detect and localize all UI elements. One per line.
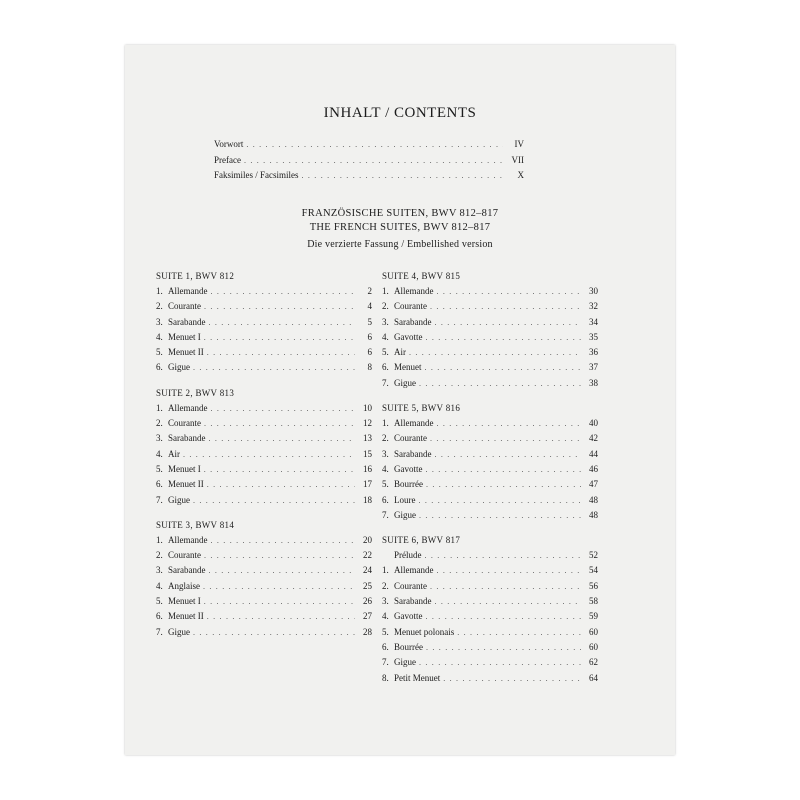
movement-number: 4. [382, 331, 389, 342]
movement-name: Menuet polonais [394, 626, 455, 637]
movement-number: 4. [156, 448, 163, 459]
movement-label [382, 579, 427, 593]
movement-label [156, 594, 201, 608]
movement-entry [156, 284, 372, 299]
suite-section [156, 518, 372, 640]
dot-leader [430, 300, 581, 314]
movement-entry [382, 416, 598, 431]
movement-entry [156, 609, 372, 624]
movement-label [382, 609, 423, 623]
movement-label [156, 431, 205, 445]
movement-entry [382, 493, 598, 508]
movement-number: 3. [156, 433, 163, 444]
dot-leader [207, 610, 355, 624]
subheading: Die verzierte Fassung / Embellished version [307, 239, 493, 250]
movement-label [156, 401, 208, 415]
movement-number: 2. [382, 433, 389, 444]
movement-entry [382, 625, 598, 640]
movement-number: 7. [382, 657, 389, 668]
movement-number: 6. [382, 362, 389, 373]
movement-number: 3. [382, 596, 389, 607]
movement-name: Gigue [394, 509, 416, 520]
dot-leader [430, 432, 581, 446]
movement-name: Allemande [168, 286, 208, 296]
movement-name: Sarabande [394, 448, 432, 459]
dot-leader [425, 361, 582, 375]
movement-entry [156, 315, 372, 330]
movement-page: 47 [589, 479, 598, 490]
movement-entry [382, 447, 598, 462]
movement-number: 3. [382, 448, 389, 459]
movement-number: 6. [382, 641, 389, 652]
movement-name: Menuet I [168, 463, 201, 474]
movement-page: 26 [363, 596, 372, 607]
movement-label [382, 376, 416, 390]
movement-label [382, 447, 431, 461]
movement-entry [156, 431, 372, 446]
movement-name: Sarabande [394, 316, 432, 327]
movement-entry [156, 533, 372, 548]
heading-german: FRANZÖSISCHE SUITEN, BWV 812–817 [301, 208, 499, 219]
movement-name: Courante [168, 301, 201, 312]
movement-number: 1. [156, 286, 163, 296]
movement-name: Gigue [168, 626, 190, 637]
dot-leader [426, 641, 581, 655]
movement-label [382, 563, 434, 577]
suite-section [382, 401, 598, 523]
right-column [382, 269, 598, 696]
dot-leader [419, 377, 581, 391]
movement-page: 12 [363, 418, 372, 429]
movement-page: 52 [589, 550, 598, 561]
movement-name: Courante [394, 433, 427, 444]
movement-entry [382, 360, 598, 375]
dot-leader [430, 580, 581, 594]
movement-entry [156, 477, 372, 492]
dot-leader [409, 346, 581, 360]
movement-label [382, 330, 423, 344]
movement-number: 4. [156, 580, 163, 591]
movement-name: Sarabande [168, 433, 206, 444]
dot-leader [204, 595, 355, 609]
movement-name: Menuet II [168, 479, 204, 490]
movement-page: 15 [363, 448, 372, 459]
dot-leader [204, 331, 355, 345]
movement-entry [156, 360, 372, 375]
movement-name: Air [394, 347, 406, 358]
dot-leader [193, 494, 355, 508]
entry-label: Faksimiles / Facsimiles [214, 170, 299, 181]
movement-page: 44 [589, 448, 598, 459]
movement-label [156, 345, 204, 359]
movement-page: 27 [363, 611, 372, 622]
dot-leader [207, 478, 355, 492]
dot-leader [437, 285, 582, 299]
movement-name: Courante [394, 580, 427, 591]
movement-name: Sarabande [168, 316, 206, 327]
movement-number: 3. [156, 565, 163, 576]
movement-name: Air [168, 448, 180, 459]
dot-leader [211, 285, 356, 299]
movement-number: 3. [156, 316, 163, 327]
movement-page: 42 [589, 433, 598, 444]
movement-label [382, 493, 416, 507]
movement-name: Courante [168, 550, 201, 561]
movement-label [382, 345, 406, 359]
movement-label [156, 579, 200, 593]
movement-entry [382, 609, 598, 624]
movement-name: Gigue [168, 362, 190, 373]
movement-name: Bourrée [394, 479, 423, 490]
movement-page: 24 [363, 565, 372, 576]
movement-page: 6 [367, 331, 372, 342]
suite-title: SUITE 3, BWV 814 [156, 519, 235, 530]
movement-entry [382, 640, 598, 655]
movement-name: Bourrée [394, 641, 423, 652]
movement-entry [382, 376, 598, 391]
movement-name: Gigue [394, 377, 416, 388]
movement-page: 46 [589, 463, 598, 474]
movement-entry [382, 462, 598, 477]
movement-label [382, 508, 416, 522]
movement-label [156, 563, 205, 577]
movement-page: 37 [589, 362, 598, 373]
suite-title: SUITE 4, BWV 815 [382, 271, 461, 281]
dot-leader [204, 300, 355, 314]
movement-entry [382, 330, 598, 345]
movement-number: 1. [382, 286, 389, 296]
movement-page: 54 [589, 565, 598, 576]
movement-number: 1. [382, 418, 389, 429]
dot-leader [244, 154, 503, 169]
movement-name: Allemande [394, 565, 434, 576]
movement-page: 36 [589, 347, 598, 358]
suite-section [382, 533, 598, 686]
movement-name: Gavotte [394, 331, 423, 342]
movement-label [156, 533, 208, 547]
movement-label [382, 640, 423, 654]
movement-label [382, 299, 427, 313]
movement-name: Gavotte [394, 463, 423, 474]
movement-entry [382, 548, 598, 563]
dot-leader [419, 509, 581, 523]
page-title: INHALT / CONTENTS [323, 105, 477, 121]
movement-label [156, 477, 204, 491]
dot-leader [204, 463, 355, 477]
movement-page: 5 [367, 316, 372, 327]
movement-number: 8. [382, 672, 389, 683]
movement-label [156, 609, 204, 623]
movement-label [382, 431, 427, 445]
movement-page: 30 [589, 286, 598, 296]
movement-entry [156, 493, 372, 508]
dot-leader [425, 549, 582, 563]
suite-title: SUITE 1, BWV 812 [156, 271, 235, 281]
movement-name: Menuet [394, 362, 422, 373]
dot-leader [426, 478, 581, 492]
entry-label: Vorwort [214, 139, 244, 149]
movement-name: Anglaise [168, 580, 200, 591]
movement-name: Allemande [168, 534, 208, 545]
movement-entry [156, 563, 372, 578]
movement-label [156, 330, 201, 344]
movement-page: 59 [589, 611, 598, 622]
movement-number: 7. [156, 626, 163, 637]
movement-entry [382, 655, 598, 670]
movement-label [382, 625, 454, 639]
dot-leader [437, 564, 582, 578]
front-matter-entry [214, 153, 524, 169]
movement-entry [382, 431, 598, 446]
dot-leader [204, 417, 355, 431]
suite-section [156, 386, 372, 508]
movement-page: 28 [363, 626, 372, 637]
suite-section [156, 269, 372, 376]
movement-page: 48 [589, 494, 598, 505]
movement-number: 5. [156, 463, 163, 474]
movement-page: 16 [363, 463, 372, 474]
movement-name: Menuet II [168, 347, 204, 358]
movement-entry [156, 462, 372, 477]
dot-leader [419, 494, 582, 508]
movement-number: 2. [382, 301, 389, 312]
dot-leader [193, 361, 355, 375]
movement-number: 2. [156, 301, 163, 312]
dot-leader [434, 316, 581, 330]
movement-entry [382, 563, 598, 578]
suite-title: SUITE 5, BWV 816 [382, 403, 461, 414]
dot-leader [208, 564, 355, 578]
entry-page: X [517, 170, 524, 181]
movement-number: 1. [156, 402, 163, 413]
movement-entry [156, 416, 372, 431]
movement-entry [156, 330, 372, 345]
movement-label [156, 548, 201, 562]
movement-page: 40 [589, 418, 598, 429]
movement-label [382, 671, 440, 685]
movement-page: 22 [363, 550, 372, 561]
movement-entry [156, 345, 372, 360]
movement-number: 2. [156, 550, 163, 561]
movement-page: 4 [367, 301, 372, 312]
movement-label [382, 462, 423, 476]
movement-number: 1. [156, 534, 163, 545]
movement-page: 8 [367, 362, 372, 373]
movement-entry [156, 299, 372, 314]
movement-name: Courante [168, 418, 201, 429]
movement-name: Sarabande [168, 565, 206, 576]
left-column [156, 269, 372, 650]
dot-leader [204, 549, 355, 563]
movement-name: Gavotte [394, 611, 423, 622]
movement-page: 60 [589, 641, 598, 652]
movement-label [156, 447, 180, 461]
movement-entry [156, 548, 372, 563]
movement-page: 35 [589, 331, 598, 342]
entry-label: Preface [214, 154, 241, 165]
front-matter-entry [214, 168, 524, 184]
dot-leader [437, 417, 582, 431]
movement-name: Allemande [168, 402, 208, 413]
dot-leader [419, 656, 581, 670]
movement-name: Menuet II [168, 611, 204, 622]
movement-number: 2. [156, 418, 163, 429]
movement-page: 60 [589, 626, 598, 637]
movement-label [382, 548, 422, 562]
movement-label [156, 493, 190, 507]
entry-page: IV [514, 139, 524, 149]
movement-page: 6 [367, 347, 372, 358]
movement-number: 5. [382, 626, 389, 637]
movement-number: 5. [156, 596, 163, 607]
movement-page: 18 [363, 494, 372, 505]
movement-label [382, 594, 431, 608]
dot-leader [211, 534, 356, 548]
movement-number: 5. [156, 347, 163, 358]
movement-number: 4. [382, 463, 389, 474]
movement-page: 10 [363, 402, 372, 413]
suite-title: SUITE 2, BWV 813 [156, 387, 235, 398]
movement-number: 7. [382, 377, 389, 388]
suite-section [382, 269, 598, 391]
suite-title: SUITE 6, BWV 817 [382, 535, 461, 546]
dot-leader [203, 580, 355, 594]
movement-entry [156, 579, 372, 594]
movement-label [156, 360, 190, 374]
movement-entry [156, 447, 372, 462]
movement-name: Gigue [168, 494, 190, 505]
movement-number: 6. [156, 479, 163, 490]
dot-leader [457, 626, 581, 640]
movement-number: 2. [382, 580, 389, 591]
section-heading [125, 207, 675, 250]
movement-number: 3. [382, 316, 389, 327]
movement-name: Sarabande [394, 596, 432, 607]
dot-leader [246, 138, 503, 153]
movement-page: 38 [589, 377, 598, 388]
movement-entry [382, 579, 598, 594]
movement-page: 20 [363, 534, 372, 545]
movement-entry [156, 401, 372, 416]
dot-leader [426, 463, 582, 477]
movement-label [382, 360, 422, 374]
movement-entry [382, 345, 598, 360]
movement-name: Allemande [394, 286, 434, 296]
movement-name: Courante [394, 301, 427, 312]
movement-label [382, 416, 434, 430]
movement-label [156, 299, 201, 313]
dot-leader [443, 672, 581, 686]
movement-entry [382, 315, 598, 330]
movement-label [382, 315, 431, 329]
movement-entry [156, 625, 372, 640]
heading-english: THE FRENCH SUITES, BWV 812–817 [309, 221, 491, 233]
movement-name: Gigue [394, 657, 416, 668]
movement-name: Menuet I [168, 331, 201, 342]
movement-entry [382, 508, 598, 523]
dot-leader [426, 610, 582, 624]
movement-page: 32 [589, 301, 598, 312]
movement-name: Prélude [394, 550, 422, 561]
front-matter-list [214, 137, 524, 184]
movement-number: 7. [382, 509, 389, 520]
dot-leader [211, 402, 356, 416]
movement-name: Petit Menuet [394, 672, 441, 683]
movement-label [382, 477, 423, 491]
movement-number: 6. [156, 611, 163, 622]
dot-leader [208, 432, 355, 446]
dot-leader [193, 626, 355, 640]
movement-page: 25 [363, 580, 372, 591]
movement-number: 6. [382, 494, 389, 505]
movement-entry [382, 671, 598, 686]
dot-leader [207, 346, 355, 360]
movement-label [382, 655, 416, 669]
book-page [125, 45, 675, 755]
movement-page: 17 [363, 479, 372, 490]
movement-label [156, 416, 201, 430]
movement-label [156, 462, 201, 476]
movement-page: 58 [589, 596, 598, 607]
movement-entry [382, 594, 598, 609]
movement-page: 2 [367, 286, 372, 296]
movement-name: Menuet I [168, 596, 201, 607]
movement-entry [382, 284, 598, 299]
dot-leader [302, 169, 504, 184]
movement-page: 48 [589, 509, 598, 520]
movement-label [382, 284, 434, 298]
movement-number: 4. [382, 611, 389, 622]
movement-page: 13 [363, 433, 372, 444]
dot-leader [426, 331, 582, 345]
movement-number: 1. [382, 565, 389, 576]
movement-entry [382, 299, 598, 314]
entry-page: VII [511, 154, 524, 165]
movement-page: 64 [589, 672, 598, 683]
movement-number: 5. [382, 347, 389, 358]
movement-page: 62 [589, 657, 598, 668]
movement-label [156, 284, 208, 298]
dot-leader [434, 448, 581, 462]
movement-entry [156, 594, 372, 609]
movement-label [156, 625, 190, 639]
dot-leader [183, 448, 355, 462]
front-matter-entry [214, 137, 524, 153]
movement-page: 34 [589, 316, 598, 327]
movement-entry [382, 477, 598, 492]
movement-number: 5. [382, 479, 389, 490]
movement-name: Loure [394, 494, 416, 505]
movement-number: 6. [156, 362, 163, 373]
movement-number: 4. [156, 331, 163, 342]
movement-label [156, 315, 205, 329]
movement-page: 56 [589, 580, 598, 591]
dot-leader [208, 316, 355, 330]
movement-name: Allemande [394, 418, 434, 429]
dot-leader [434, 595, 581, 609]
movement-number: 7. [156, 494, 163, 505]
